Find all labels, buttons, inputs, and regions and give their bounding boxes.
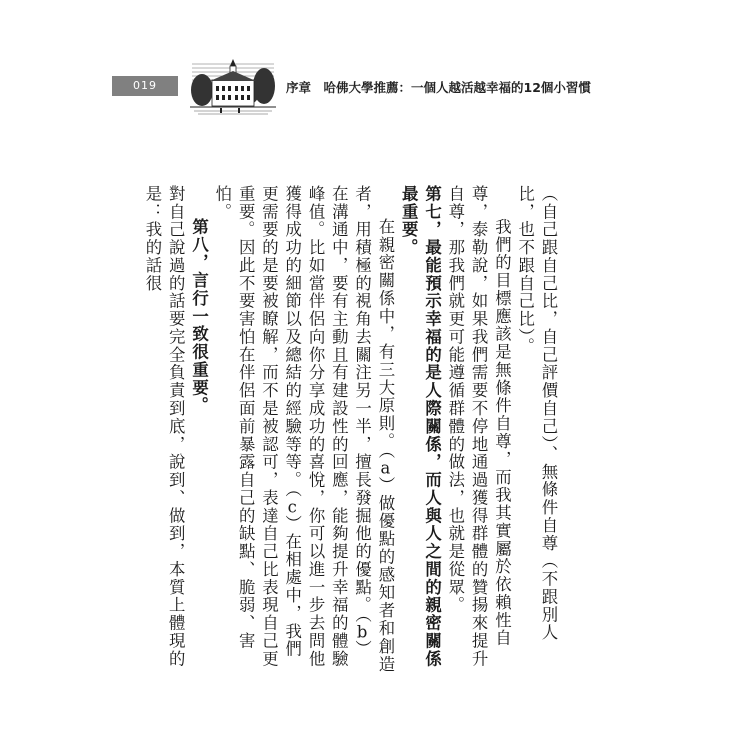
paragraph-word-and-deed: 對自己說過的話要完全負責到底，說到、做到，本質上體現的是：我的話很	[142, 185, 186, 668]
paragraph-self-esteem: 我們的目標應該是無條件自尊，而我其實屬於依賴性自尊，泰勒說，如果我們需要不停地通過獲得群體的贊揚來提升自尊，那我們就更可能遵循群體的做法，也就是從眾。	[445, 185, 512, 668]
paragraph-comparison-note: （自己跟自己比，自己評價自己）、無條件自尊（不跟別人比，也不跟自己比）。	[515, 185, 558, 642]
page-number: 019	[133, 79, 157, 92]
body-text	[142, 185, 560, 675]
running-head-title: 序章 哈佛大學推薦：一個人越活越幸福的12個小習慣	[286, 80, 591, 95]
building-illustration-icon	[190, 56, 276, 118]
heading-eighth-principle: 第八，言行一致很重要。	[189, 217, 209, 415]
paragraph-intimate-relationships: 在親密關係中，有三大原則。（a）做優點的感知者和創造者，用積極的視角去關注另一半，擅長發掘他的優點。（b）在溝通中，要有主動且有建設性的回應，能夠提升幸福的體驗峰值。比如當伴侶向你分享成功的喜悅，你可以進一步去問他獲得成功的細節以及總結的經驗等等。（c）在相處中，我們更需要的是要被瞭解，而不是被認可，表達自己比表現自己更重要。因此不要害怕在伴侶面前暴露自己的缺點、脆弱、害怕。	[212, 185, 395, 674]
heading-seventh-principle: 第七，最能預示幸福的是人際關係，而人與人之間的親密關係最重要。	[399, 185, 442, 668]
page-number-bar	[112, 76, 178, 96]
